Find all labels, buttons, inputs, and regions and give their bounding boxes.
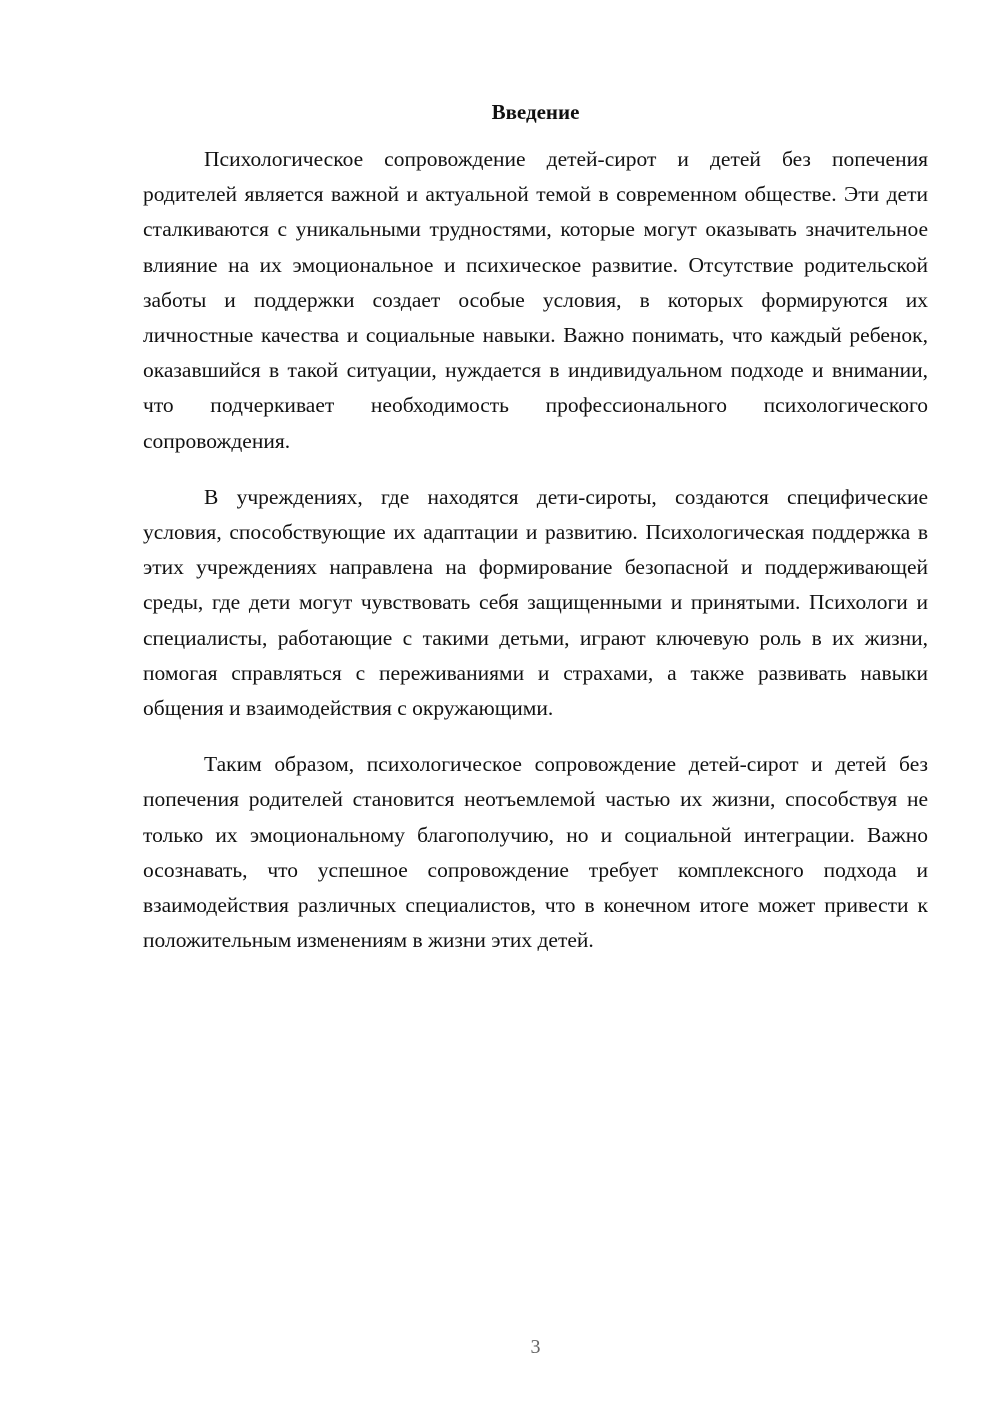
paragraph-2: В учреждениях, где находятся дети-сироты, создаются специфические условия, способствующие их адаптации и развитию. Психологическая поддержка в этих учреждениях направлена на формирование безопасной и поддерживающей среды, где дети могут чувствовать себя защищенными и принятыми. Психологи и специалисты, работающие с такими детьми, играют ключевую роль в их жизни, помогая справляться с переживаниями и страхами, а также развивать навыки общения и взаимодействия с окружающими. [143,484,928,721]
page-number: 3 [530,1336,541,1358]
paragraph-3: Таким образом, психологическое сопровождение детей-сирот и детей без попечения родителей становится неотъемлемой частью их жизни, способствуя не только их эмоциональному благополучию, но и социальной интеграции. Важно осознавать, что успешное сопровождение требует комплексного подхода и взаимодействия различных специалистов, что в конечном итоге может привести к положительным изменениям в жизни этих детей. [143,752,928,953]
paragraph-1: Психологическое сопровождение детей-сирот и детей без попечения родителей является важной и актуальной темой в современном обществе. Эти дети сталкиваются с уникальными трудностями, которые могут оказывать значительное влияние на их эмоциональное и психическое развитие. Отсутствие родительской заботы и поддержки создает особые условия, в которых формируются их личностные качества и социальные навыки. Важно понимать, что каждый ребенок, оказавшийся в такой ситуации, нуждается в индивидуальном подходе и внимании, что подчеркивает необходимость профессионального психологического сопровождения. [143,147,928,453]
body-text [143,142,928,979]
section-heading: Введение [491,100,580,124]
